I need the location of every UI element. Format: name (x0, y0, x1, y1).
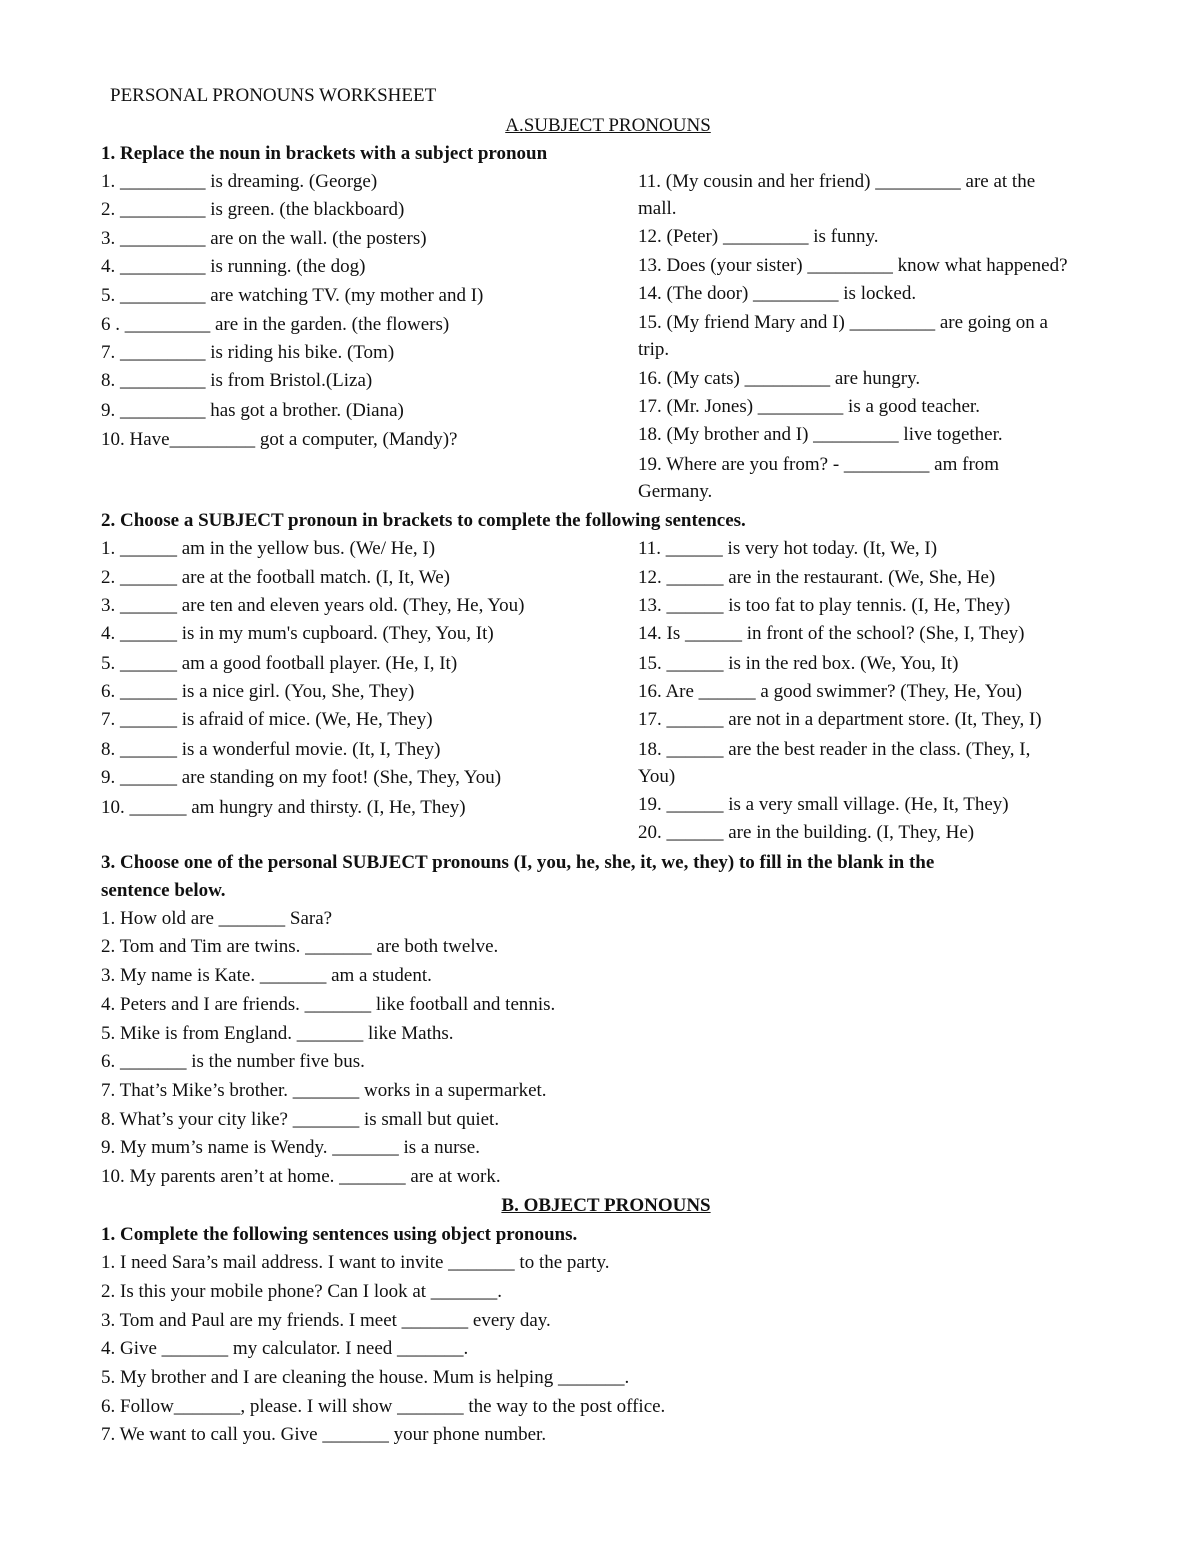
list-item: 5. _________ are watching TV. (my mother and I) (101, 285, 484, 306)
list-item: 12. ______ are in the restaurant. (We, She, He) (638, 567, 996, 588)
list-item: 16. (My cats) _________ are hungry. (638, 368, 921, 389)
list-item: 11. ______ is very hot today. (It, We, I) (638, 538, 938, 559)
list-item: 8. What’s your city like? _______ is small but quiet. (101, 1109, 500, 1130)
list-item: 17. ______ are not in a department store. (It, They, I) (638, 709, 1042, 730)
list-item: 20. ______ are in the building. (I, They, He) (638, 822, 975, 843)
list-item: mall. (638, 198, 677, 219)
list-item: 15. ______ is in the red box. (We, You, It) (638, 653, 959, 674)
list-item: 5. Mike is from England. _______ like Maths. (101, 1023, 454, 1044)
list-item: 10. Have_________ got a computer, (Mandy)? (101, 429, 458, 450)
list-item: 6. ______ is a nice girl. (You, She, They) (101, 681, 415, 702)
list-item: 16. Are ______ a good swimmer? (They, He, You) (638, 681, 1022, 702)
list-item: 7. ______ is afraid of mice. (We, He, They) (101, 709, 433, 730)
list-item: 2. Is this your mobile phone? Can I look at _______. (101, 1281, 503, 1302)
list-item: 14. (The door) _________ is locked. (638, 283, 917, 304)
list-item: 2. ______ are at the football match. (I, It, We) (101, 567, 450, 588)
list-item: 10. ______ am hungry and thirsty. (I, He, They) (101, 797, 466, 818)
list-item: 4. _________ is running. (the dog) (101, 256, 366, 277)
list-item: 17. (Mr. Jones) _________ is a good teacher. (638, 396, 980, 417)
list-item: 18. ______ are the best reader in the class. (They, I, (638, 739, 1031, 760)
list-item: 15. (My friend Mary and I) _________ are going on a (638, 312, 1048, 333)
exercise-b1-heading: 1. Complete the following sentences using object pronouns. (101, 1224, 578, 1245)
list-item: 5. My brother and I are cleaning the house. Mum is helping _______. (101, 1367, 630, 1388)
list-item: You) (638, 766, 676, 787)
list-item: 9. _________ has got a brother. (Diana) (101, 400, 404, 421)
list-item: 19. Where are you from? - _________ am from (638, 454, 1000, 475)
list-item: Germany. (638, 481, 713, 502)
list-item: 4. Peters and I are friends. _______ like football and tennis. (101, 994, 556, 1015)
list-item: 2. _________ is green. (the blackboard) (101, 199, 405, 220)
list-item: 6. _______ is the number five bus. (101, 1051, 365, 1072)
list-item: 5. ______ am a good football player. (He, I, It) (101, 653, 458, 674)
list-item: 1. ______ am in the yellow bus. (We/ He, I) (101, 538, 436, 559)
section-b-heading: B. OBJECT PRONOUNS (501, 1195, 711, 1216)
exercise-a3-heading: 3. Choose one of the personal SUBJECT pronouns (I, you, he, she, it, we, they) to fill in the blank in the (101, 852, 935, 873)
list-item: 3. _________ are on the wall. (the posters) (101, 228, 427, 249)
list-item: 8. ______ is a wonderful movie. (It, I, They) (101, 739, 441, 760)
list-item: 1. I need Sara’s mail address. I want to invite _______ to the party. (101, 1252, 610, 1273)
list-item: 1. How old are _______ Sara? (101, 908, 333, 929)
section-a-heading: A.SUBJECT PRONOUNS (505, 115, 711, 136)
list-item: 7. _________ is riding his bike. (Tom) (101, 342, 395, 363)
list-item: 4. ______ is in my mum's cupboard. (They, You, It) (101, 623, 494, 644)
list-item: 8. _________ is from Bristol.(Liza) (101, 370, 373, 391)
list-item: 3. ______ are ten and eleven years old. (They, He, You) (101, 595, 525, 616)
list-item: 4. Give _______ my calculator. I need _______. (101, 1338, 469, 1359)
list-item: 11. (My cousin and her friend) _________ are at the (638, 171, 1036, 192)
list-item: 3. Tom and Paul are my friends. I meet _______ every day. (101, 1310, 551, 1331)
list-item: 2. Tom and Tim are twins. _______ are both twelve. (101, 936, 499, 957)
list-item: 6 . _________ are in the garden. (the flowers) (101, 314, 450, 335)
list-item: 12. (Peter) _________ is funny. (638, 226, 879, 247)
list-item: 13. ______ is too fat to play tennis. (I, He, They) (638, 595, 1011, 616)
list-item: 9. My mum’s name is Wendy. _______ is a nurse. (101, 1137, 480, 1158)
list-item: 18. (My brother and I) _________ live together. (638, 424, 1003, 445)
list-item: 9. ______ are standing on my foot! (She, They, You) (101, 767, 502, 788)
list-item: trip. (638, 339, 670, 360)
exercise-a1-heading: 1. Replace the noun in brackets with a subject pronoun (101, 143, 548, 164)
exercise-a2-heading: 2. Choose a SUBJECT pronoun in brackets to complete the following sentences. (101, 510, 746, 531)
list-item: 13. Does (your sister) _________ know what happened? (638, 255, 1068, 276)
list-item: 19. ______ is a very small village. (He, It, They) (638, 794, 1009, 815)
page-title: PERSONAL PRONOUNS WORKSHEET (110, 85, 437, 106)
list-item: 10. My parents aren’t at home. _______ are at work. (101, 1166, 501, 1187)
exercise-a3-heading-cont: sentence below. (101, 880, 226, 901)
list-item: 7. That’s Mike’s brother. _______ works in a supermarket. (101, 1080, 547, 1101)
list-item: 14. Is ______ in front of the school? (She, I, They) (638, 623, 1025, 644)
list-item: 6. Follow_______, please. I will show _______ the way to the post office. (101, 1396, 666, 1417)
list-item: 1. _________ is dreaming. (George) (101, 171, 378, 192)
list-item: 7. We want to call you. Give _______ your phone number. (101, 1424, 547, 1445)
list-item: 3. My name is Kate. _______ am a student. (101, 965, 432, 986)
